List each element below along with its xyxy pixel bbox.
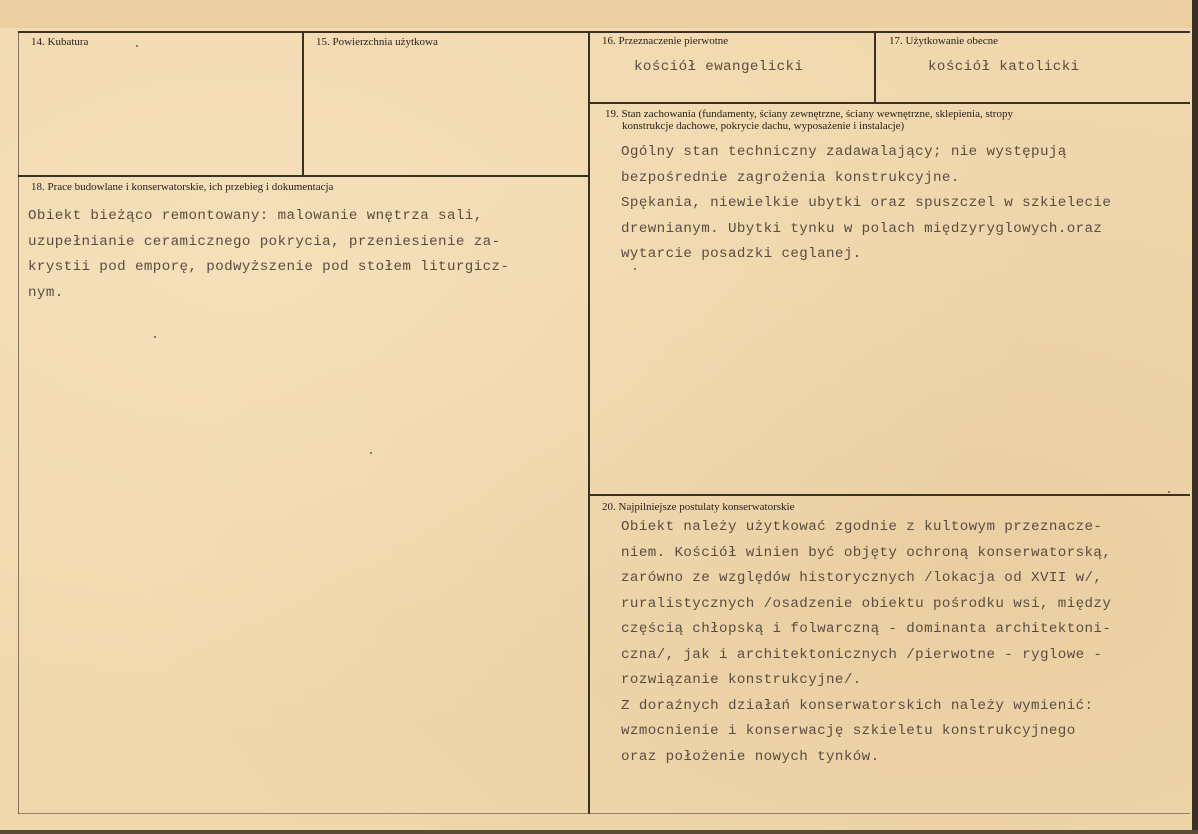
field-19-line: Ogólny stan techniczny zadawalający; nie występują bbox=[621, 144, 1067, 160]
field-20-line: częścią chłopską i folwarczną - dominanta architektoni- bbox=[621, 621, 1112, 637]
field-18-line: Obiekt bieżąco remontowany: malowanie wnętrza sali, bbox=[28, 208, 483, 224]
field-17-value: kościół katolicki bbox=[928, 59, 1080, 75]
field-19-line: drewnianym. Ubytki tynku w polach międzyryglowych.oraz bbox=[621, 220, 1103, 237]
rule-above-19 bbox=[589, 102, 1190, 104]
field-17-label: 17. Użytkowanie obecne bbox=[889, 35, 999, 47]
field-18-line: krystii pod emporę, podwyższenie pod stołem liturgicz- bbox=[28, 259, 510, 275]
field-18-label: 18. Prace budowlane i konserwatorskie, ich przebieg i dokumentacja bbox=[31, 181, 334, 193]
left-rule bbox=[18, 31, 19, 814]
field-20-line: Obiekt należy użytkować zgodnie z kultowym przeznacze- bbox=[621, 519, 1103, 535]
card-edge-bottom bbox=[0, 830, 1198, 834]
card-edge-right bbox=[1192, 0, 1198, 834]
rule-above-20 bbox=[589, 494, 1190, 496]
field-19-label-line2: konstrukcje dachowe, pokrycie dachu, wyposażenie i instalacje) bbox=[622, 120, 905, 132]
field-20-line: wzmocnienie i konserwację szkieletu konstrukcyjnego bbox=[621, 723, 1076, 739]
paper-speck bbox=[634, 268, 636, 270]
paper-speck bbox=[370, 452, 372, 454]
card-top-strip bbox=[0, 0, 1198, 28]
divider-16-17 bbox=[874, 31, 876, 103]
field-19-line: wytarcie posadzki ceglanej. bbox=[621, 246, 862, 262]
divider-14-15 bbox=[302, 31, 304, 176]
field-18-line: uzupełnianie ceramicznego pokrycia, przeniesienie za- bbox=[28, 233, 501, 250]
field-20-line: oraz położenie nowych tynków. bbox=[621, 748, 880, 765]
field-16-value: kościół ewangelicki bbox=[634, 59, 804, 75]
field-20-line: ruralistycznych /osadzenie obiektu pośrodku wsi, między bbox=[621, 595, 1112, 612]
field-18-line: nym. bbox=[28, 284, 64, 301]
field-14-label: 14. Kubatura bbox=[31, 36, 89, 48]
field-20-line: zarówno ze względów historycznych /lokacja od XVII w/, bbox=[621, 570, 1103, 586]
field-20-line: niem. Kościół winien być objęty ochroną konserwatorską, bbox=[621, 544, 1112, 561]
paper-speck bbox=[136, 45, 138, 47]
field-20-line: rozwiązanie konstrukcyjne/. bbox=[621, 672, 862, 688]
bottom-rule bbox=[18, 813, 1190, 814]
field-20-line: Z doraźnych działań konserwatorskich należy wymienić: bbox=[621, 697, 1094, 714]
top-rule bbox=[18, 31, 1190, 33]
paper-speck bbox=[154, 336, 156, 338]
field-20-line: czna/, jak i architektonicznych /pierwotne - ryglowe - bbox=[621, 646, 1103, 663]
field-19-text bbox=[621, 140, 1111, 268]
field-19-line: bezpośrednie zagrożenia konstrukcyjne. bbox=[621, 169, 960, 186]
field-18-text bbox=[28, 204, 509, 306]
paper-speck bbox=[1168, 491, 1170, 493]
field-19-line: Spękania, niewielkie ubytki oraz spuszczel w szkielecie bbox=[621, 195, 1112, 211]
field-15-label: 15. Powierzchnia użytkowa bbox=[316, 36, 438, 48]
field-16-label: 16. Przeznaczenie pierwotne bbox=[602, 35, 729, 47]
rule-above-18 bbox=[18, 175, 589, 177]
field-20-label: 20. Najpilniejsze postulaty konserwatorskie bbox=[602, 501, 795, 513]
divider-15-16 bbox=[588, 31, 590, 814]
field-19-label-line1: 19. Stan zachowania (fundamenty, ściany zewnętrzne, ściany wewnętrzne, sklepienia, stropy bbox=[605, 108, 1013, 120]
field-20-text bbox=[621, 515, 1111, 770]
